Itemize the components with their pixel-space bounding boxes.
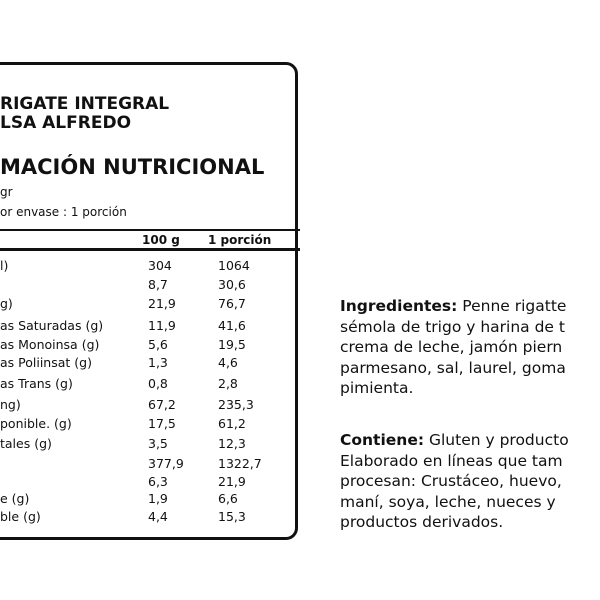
table-row [0,416,300,432]
nutrient-label: l) [0,258,9,273]
value-per-100g: 6,3 [148,474,168,489]
value-per-portion: 235,3 [218,397,254,412]
table-row [0,337,300,353]
contains-heading: Contiene: [340,431,425,449]
table-row [0,397,300,413]
value-per-portion: 4,6 [218,355,238,370]
value-per-100g: 377,9 [148,456,184,471]
ingredients-line2: sémola de trigo y harina de t [340,317,565,336]
ingredients-line1: Ingredientes: Penne rigatte [340,297,567,315]
product-name-line1: RIGATE INTEGRAL [0,94,170,114]
value-per-portion: 2,8 [218,376,238,391]
contains-paragraph [340,430,600,533]
value-per-100g: 3,5 [148,436,168,451]
table-row [0,376,300,392]
table-row [0,509,300,525]
nutrient-label: g) [0,296,13,311]
table-row [0,436,300,452]
value-per-100g: 4,4 [148,509,168,524]
contains-line5: productos derivados. [340,513,504,531]
ingredients-line3: crema de leche, jamón piern [340,338,563,356]
value-per-portion: 15,3 [218,509,246,524]
value-per-100g: 11,9 [148,318,176,333]
contains-line2: Elaborado en líneas que tam [340,451,563,470]
value-per-100g: 304 [148,258,172,273]
nutrient-label: ponible. (g) [0,416,72,431]
value-per-100g: 67,2 [148,397,176,412]
table-row [0,456,300,472]
value-per-portion: 76,7 [218,296,246,311]
servings-per-container: or envase : 1 porción [0,205,127,219]
table-row [0,355,300,371]
table-row [0,318,300,334]
ingredients-line5: pimienta. [340,379,414,397]
value-per-100g: 5,6 [148,337,168,352]
nutrient-label: as Poliinsat (g) [0,355,92,370]
value-per-100g: 17,5 [148,416,176,431]
value-per-portion: 30,6 [218,277,246,292]
value-per-portion: 21,9 [218,474,246,489]
product-name-line2: LSA ALFREDO [0,113,132,133]
value-per-100g: 1,9 [148,491,168,506]
ingredients-heading: Ingredientes: [340,297,458,315]
table-row [0,474,300,490]
nutrient-label: as Trans (g) [0,376,73,391]
nutrient-label: ble (g) [0,509,41,524]
table-row [0,258,300,274]
value-per-portion: 61,2 [218,416,246,431]
divider-header [0,248,300,251]
nutrient-label: as Saturadas (g) [0,318,104,333]
contains-line1: Contiene: Gluten y producto [340,431,569,449]
value-per-portion: 12,3 [218,436,246,451]
nutrient-label: as Monoinsa (g) [0,337,100,352]
net-weight: gr [0,185,13,199]
value-per-portion: 1322,7 [218,456,262,471]
ingredients-paragraph [340,296,600,399]
product-name [0,95,169,133]
nutrient-label: ng) [0,397,21,412]
table-row [0,277,300,293]
divider-top [0,229,300,231]
contains-line4: maní, soya, leche, nueces y [340,492,556,511]
value-per-100g: 0,8 [148,376,168,391]
value-per-100g: 8,7 [148,277,168,292]
value-per-portion: 41,6 [218,318,246,333]
value-per-portion: 6,6 [218,491,238,506]
table-row [0,296,300,312]
nutrient-label: e (g) [0,491,30,506]
nutrient-label: tales (g) [0,436,52,451]
value-per-100g: 21,9 [148,296,176,311]
value-per-portion: 1064 [218,258,250,273]
nutrition-title: MACIÓN NUTRICIONAL [0,155,265,179]
value-per-100g: 1,3 [148,355,168,370]
column-header-portion: 1 porción [208,233,272,247]
value-per-portion: 19,5 [218,337,246,352]
ingredients-line4: parmesano, sal, laurel, goma [340,358,566,377]
column-header-100g: 100 g [142,233,180,247]
contains-line3: procesan: Crustáceo, huevo, [340,472,562,490]
table-row [0,491,300,507]
